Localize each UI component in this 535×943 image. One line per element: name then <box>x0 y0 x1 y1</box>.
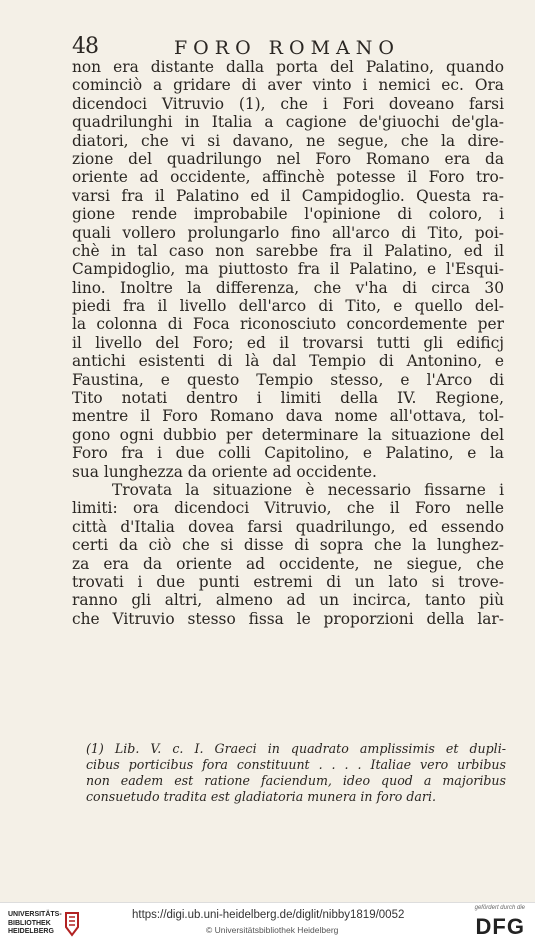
copyright-text: © Universitätsbibliothek Heidelberg <box>206 925 339 935</box>
page-url-link[interactable]: https://digi.ub.uni-heidelberg.de/diglit/nibby1819/0052 <box>132 909 405 921</box>
text-line: Foro fra i due colli Capitolino, e Palatino, e la <box>72 444 504 463</box>
text-line: mentre il Foro Romano dava nome all'ottava, tol- <box>72 407 504 426</box>
text-line: non era distante dalla porta del Palatino, quando <box>72 58 504 76</box>
text-line: Campidoglio, ma piuttosto fra il Palatino, e l'Esqui- <box>72 260 504 279</box>
text-line: Trovata la situazione è necessario fissarne i <box>112 480 504 499</box>
main-text <box>72 58 504 628</box>
footnote-line: (1) Lib. V. c. I. Graeci in quadrato amplissimis et dupli- <box>86 741 506 756</box>
library-name: UNIVERSITÄTS- BIBLIOTHEK HEIDELBERG <box>8 911 62 935</box>
text-line: dicendoci Vitruvio (1), che i Fori doveano farsi <box>72 94 504 113</box>
text-line: antichi esistenti di là dal Tempio di Antonino, e <box>72 352 504 371</box>
page-number: 48 <box>72 34 98 59</box>
text-line: città d'Italia dovea farsi quadrilungo, ed essendo <box>72 517 504 536</box>
viewer-footer <box>0 902 535 943</box>
text-line: limiti: ora dicendoci Vitruvio, che il Foro nelle <box>72 499 504 518</box>
text-line: trovati i due punti estremi di un lato si trove- <box>72 572 504 591</box>
text-line: il livello del Foro; ed il trovarsi tutti gli edificj <box>72 333 504 352</box>
text-line: chè in tal caso non sarebbe fra il Palatino, ed il <box>72 241 504 260</box>
library-logo[interactable] <box>8 909 88 939</box>
funding-note: gefördert durch die <box>474 905 525 911</box>
footnote-line: consuetudo tradita est gladiatoria munera in foro dari. <box>86 789 436 804</box>
text-line: Faustina, e questo Tempio stesso, e l'Arco di <box>72 370 504 389</box>
text-line: oriente ad occidente, affinchè potesse il Foro tro- <box>72 168 504 187</box>
footnote <box>86 741 506 805</box>
dfg-wordmark: DFG <box>475 914 525 939</box>
text-line: gione rende improbabile l'opinione di coloro, i <box>72 205 504 224</box>
text-line: quadrilunghi in Italia a cagione de'giuochi de'gla- <box>72 113 504 132</box>
text-line: zione del quadrilungo nel Foro Romano era da <box>72 149 504 168</box>
dfg-logo[interactable] <box>467 905 525 941</box>
text-line: ranno gli altri, almeno ad un incirca, tanto più <box>72 591 504 610</box>
footnote-line: non eadem est ratione faciendum, ideo quod a majoribus <box>86 773 506 788</box>
text-line: che Vitruvio stesso fissa le proporzioni della lar- <box>72 609 504 628</box>
text-line: lino. Inoltre la differenza, che v'ha di circa 30 <box>72 278 504 297</box>
text-line: za era da oriente ad occidente, ne siegue, che <box>72 554 504 573</box>
footnote-line: cibus porticibus fora constituunt . . . . Italiae vero urbibus <box>86 757 506 772</box>
text-line: gono ogni dubbio per determinare la situazione del <box>72 425 504 444</box>
text-line: piedi fra il livello dell'arco di Tito, e quello del- <box>72 297 504 316</box>
text-line: certi da ciò che si disse di sopra che la lunghez- <box>72 536 504 555</box>
running-title: FORO ROMANO <box>174 37 400 59</box>
text-line: la colonna di Foca riconosciuto concordemente per <box>72 315 504 334</box>
text-line: diatori, che vi si davano, ne segue, che la dire- <box>72 131 504 150</box>
text-line: Tito notati dentro i limiti della IV. Regione, <box>72 389 504 408</box>
library-emblem-icon <box>64 911 80 937</box>
text-line: varsi fra il Palatino ed il Campidoglio. Questa ra- <box>72 186 504 205</box>
text-line: quali vollero prolungarlo fino all'arco di Tito, poi- <box>72 223 504 242</box>
running-header <box>72 34 512 60</box>
text-line: cominciò a gridare di aver vinto i nemici ec. Ora <box>72 76 504 95</box>
text-line: sua lunghezza da oriente ad occidente. <box>72 462 377 481</box>
